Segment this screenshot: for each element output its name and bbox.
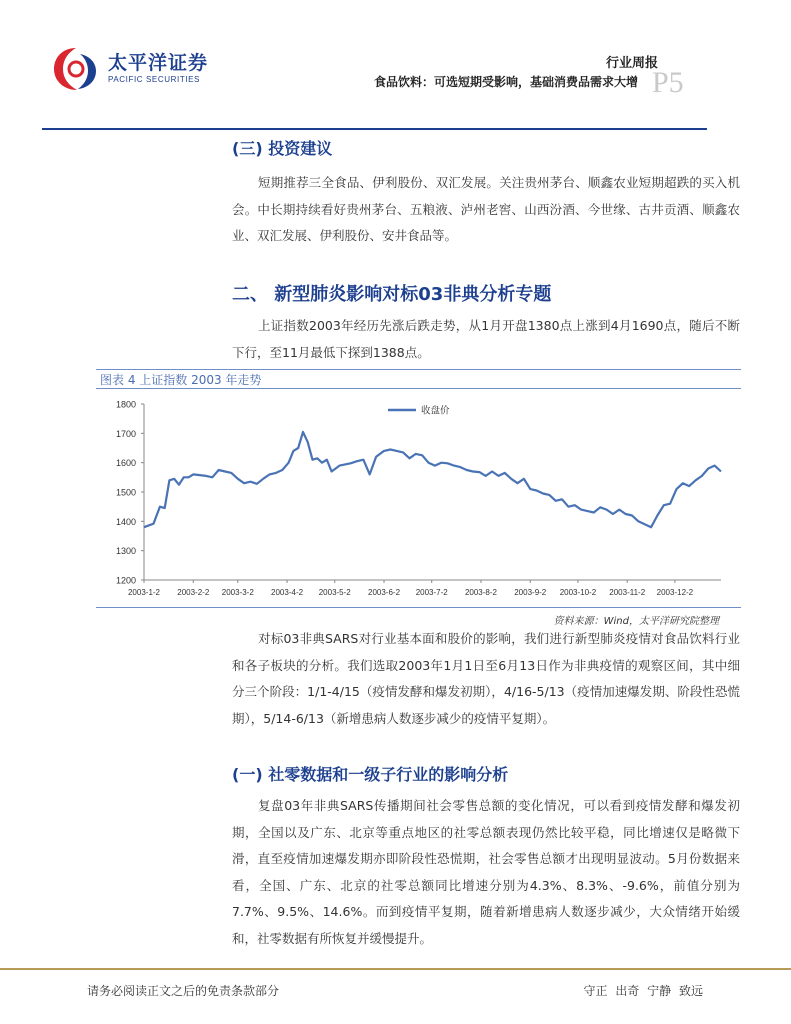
x-tick-label: 2003-5-2 bbox=[318, 588, 351, 597]
topic-paragraph: 上证指数2003年经历先涨后跌走势，从1月开盘1380点上涨到4月1690点，随后不断下行，至11月最低下探到1388点。 bbox=[232, 318, 740, 360]
x-tick-label: 2003-9-2 bbox=[514, 588, 547, 597]
logo-english-name: PACIFIC SECURITIES bbox=[108, 75, 200, 84]
y-tick-label: 1600 bbox=[115, 458, 136, 469]
x-tick-label: 2003-2-2 bbox=[177, 588, 210, 597]
x-tick-label: 2003-4-2 bbox=[271, 588, 304, 597]
x-tick-label: 2003-1-2 bbox=[127, 588, 161, 597]
y-tick-label: 1300 bbox=[115, 546, 136, 557]
y-tick-label: 1700 bbox=[115, 428, 136, 439]
report-category: 行业周报 bbox=[605, 56, 658, 71]
section-heading-retail: (一) 社零数据和一级子行业的影响分析 bbox=[232, 765, 509, 784]
section-heading-invest: (三) 投资建议 bbox=[232, 139, 333, 158]
logo-chinese-name: 太平洋证券 bbox=[108, 52, 209, 74]
shanghai-index-line-chart bbox=[96, 390, 741, 605]
x-tick-label: 2003-10-2 bbox=[559, 588, 597, 597]
legend-label: 收盘价 bbox=[421, 405, 450, 417]
x-tick-label: 2003-8-2 bbox=[464, 588, 497, 597]
figure-title: 图表 4 上证指数 2003 年走势 bbox=[100, 373, 262, 387]
y-tick-label: 1500 bbox=[115, 487, 136, 498]
company-logo-icon bbox=[50, 44, 102, 92]
x-tick-label: 2003-6-2 bbox=[368, 588, 401, 597]
footer-divider bbox=[0, 968, 791, 970]
y-tick-label: 1200 bbox=[115, 575, 136, 586]
figure-title-bar bbox=[96, 369, 741, 389]
x-tick-label: 2003-12-2 bbox=[656, 588, 694, 597]
x-tick-label: 2003-3-2 bbox=[221, 588, 254, 597]
retail-paragraph: 复盘03年非典SARS传播期间社会零售总额的变化情况，可以看到疫情发酵和爆发初期，全国以及广东、北京等重点地区的社零总额表现仍然比较平稳，同比增速仅是略微下滑，直至疫情加速爆发期亦即阶段性恐慌期，社会零售总额才出现明显波动。5月份数据来看，全国、广东、北京的社零总额同比增速分别为4.3%、8.3%、-9.6%，前值分别为7.7%、9.5%、14.6%。而到疫情平复期，随着新增患病人数逐步减少，大众情绪开始缓和，社零数据有所恢复并缓慢提升。 bbox=[232, 798, 740, 946]
x-tick-label: 2003-7-2 bbox=[415, 588, 448, 597]
figure-bottom-rule bbox=[96, 607, 741, 608]
x-tick-label: 2003-11-2 bbox=[609, 588, 646, 597]
report-title: 食品饮料：可选短期受影响，基础消费品需求大增 bbox=[373, 75, 638, 89]
y-tick-label: 1800 bbox=[115, 399, 136, 410]
header-divider bbox=[42, 128, 707, 130]
y-tick-label: 1400 bbox=[115, 516, 136, 527]
series-line-close-price bbox=[144, 432, 721, 527]
invest-paragraph: 短期推荐三全食品、伊利股份、双汇发展。关注贵州茅台、顺鑫农业短期超跌的买入机会。中长期持续看好贵州茅台、五粮液、泸州老窖、山西汾酒、今世缘、古井贡酒、顺鑫农业、双汇发展、伊利股份、安井食品等。 bbox=[232, 175, 740, 243]
figure-source: 资料来源：Wind，太平洋研究院整理 bbox=[553, 616, 719, 627]
page-number: P5 bbox=[652, 66, 684, 99]
footer-disclaimer: 请务必阅读正文之后的免责条款部分 bbox=[87, 984, 280, 998]
section-heading-topic: 二、 新型肺炎影响对标03非典分析专题 bbox=[232, 284, 552, 305]
footer-motto: 守正 出奇 宁静 致远 bbox=[583, 984, 703, 998]
company-logo bbox=[50, 42, 220, 94]
analysis-paragraph: 对标03非典SARS对行业基本面和股价的影响，我们进行新型肺炎疫情对食品饮料行业和各子板块的分析。我们选取2003年1月1日至6月13日作为非典疫情的观察区间，其中细分三个阶段：1/1-4/15（疫情发酵和爆发初期），4/16-5/13（疫情加速爆发期、阶段性恐慌期），5/14-6/13（新增患病人数逐步减少的疫情平复期）。 bbox=[232, 631, 740, 726]
